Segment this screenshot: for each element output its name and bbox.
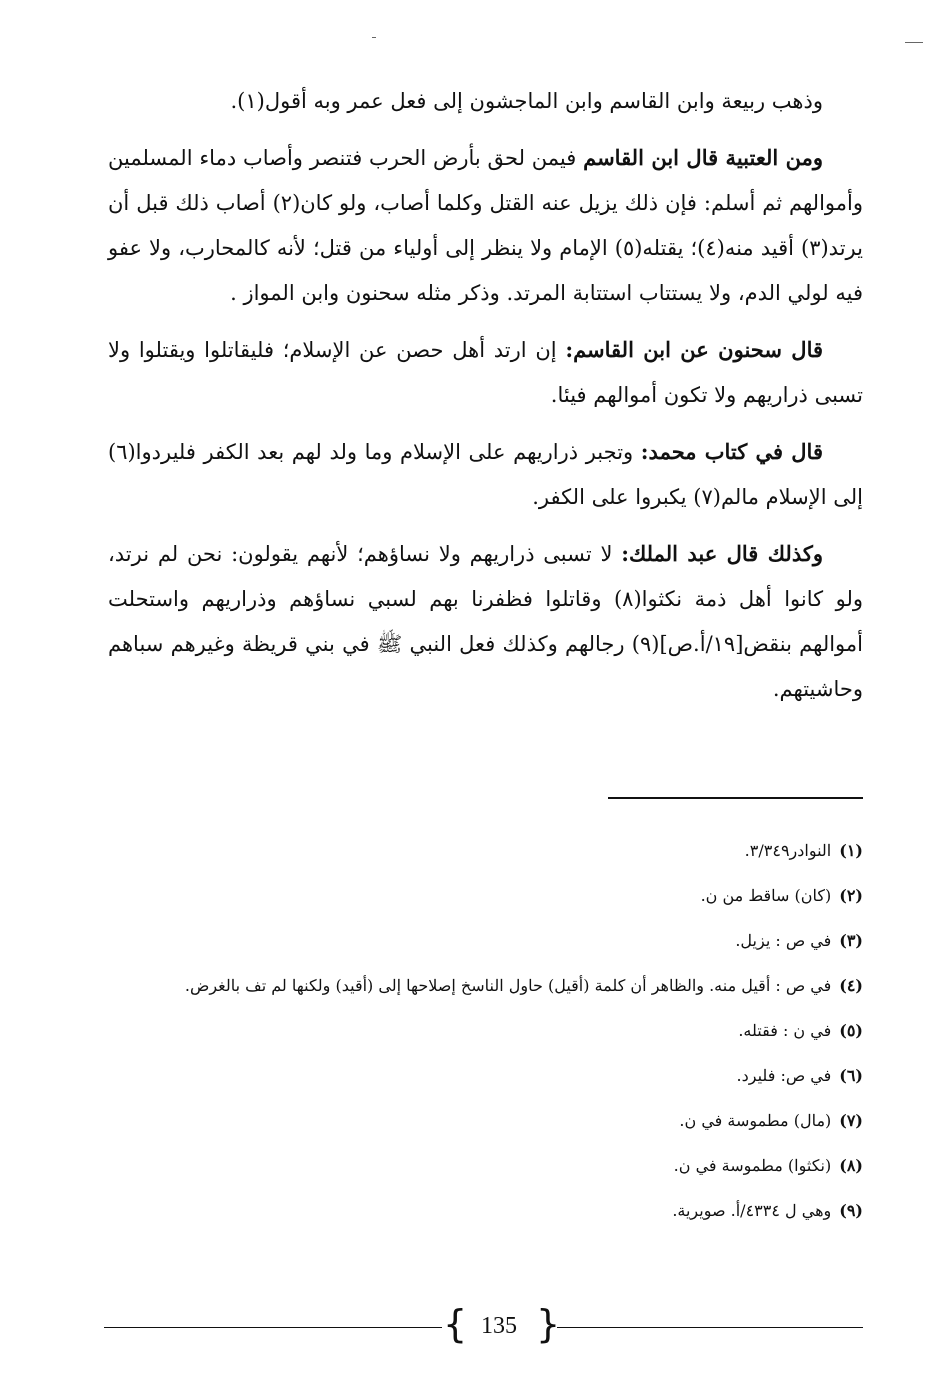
paragraph-lead: قال في كتاب محمد: xyxy=(640,439,823,464)
footnote-number: (١) xyxy=(839,841,863,860)
footnote-1 xyxy=(108,828,863,873)
footnote-text: في ص : يزيل. xyxy=(735,931,832,950)
footer-rule-left xyxy=(104,1327,442,1328)
paragraph-4 xyxy=(108,429,863,520)
scan-mark xyxy=(372,37,376,38)
paragraph-text: إن ارتد أهل حصن عن الإسلام؛ فليقاتلوا ويقتلوا ولا تسبى ذراريهم ولا تكون أموالهم فيئا. xyxy=(108,338,863,407)
footnote-2 xyxy=(108,873,863,918)
footnote-5 xyxy=(108,1008,863,1053)
footnote-3 xyxy=(108,918,863,963)
footnote-text: (مال) مطموسة في ن. xyxy=(679,1111,832,1130)
footnote-number: (٣) xyxy=(839,931,863,950)
paragraph-lead: ومن العتبية قال ابن القاسم xyxy=(583,145,823,170)
footnote-number: (٦) xyxy=(839,1066,863,1085)
page-number-brace-close: } xyxy=(536,1302,561,1346)
paragraph-lead: وكذلك قال عبد الملك: xyxy=(621,541,823,566)
footnotes xyxy=(108,828,863,1233)
footnote-separator xyxy=(608,797,863,799)
footnote-4 xyxy=(108,963,863,1008)
footer-rule-right xyxy=(557,1327,863,1328)
footnote-text: النوادر٣/٣٤٩. xyxy=(744,841,832,860)
paragraph-1 xyxy=(108,78,863,124)
page-number-brace-open: { xyxy=(443,1302,468,1346)
footnote-8 xyxy=(108,1143,863,1188)
paragraph-lead: قال سحنون عن ابن القاسم: xyxy=(565,337,824,362)
page-number: 135 xyxy=(481,1313,517,1339)
footnote-text: في ص: فليرد. xyxy=(736,1066,832,1085)
footnote-text: في ص : أقيل منه. والظاهر أن كلمة (أقيل) حاول الناسخ إصلاحها إلى (أقيد) ولكنها لم تف بالغرض. xyxy=(184,976,832,995)
footnote-text: (نكثوا) مطموسة في ن. xyxy=(673,1156,832,1175)
paragraph-5 xyxy=(108,531,863,712)
footnote-number: (٧) xyxy=(839,1111,863,1130)
paragraph-3 xyxy=(108,327,863,418)
footnote-6 xyxy=(108,1053,863,1098)
paragraph-text: وتجبر ذراريهم على الإسلام وما ولد لهم بعد الكفر فليردوا(٦) إلى الإسلام مالم(٧) يكبروا على الكفر. xyxy=(108,440,863,509)
footnote-number: (٤) xyxy=(839,976,863,995)
paragraph-text: لا تسبى ذراريهم ولا نساؤهم؛ لأنهم يقولون: نحن لم نرتد، ولو كانوا أهل ذمة نكثوا(٨) وقاتلوا فظفرنا بهم لسبي نساؤهم وذراريهم واستحلت أموالهم بنقض[١٩/أ.ص](٩) رجالهم وكذلك فعل النبي ﷺ في بني قريظة وغيرهم سباهم وحاشيتهم. xyxy=(108,542,864,701)
footnote-text: في ن : فقتله. xyxy=(738,1021,832,1040)
paragraph-text: فيمن لحق بأرض الحرب فتنصر وأصاب دماء المسلمين وأموالهم ثم أسلم: فإن ذلك يزيل عنه القتل وكلما أصاب، ولو كان(٢) أصاب ذلك قبل أن يرتد(٣) أقيد منه(٤)؛ يقتله(٥) الإمام ولا ينظر إلى أولياء من قتل؛ لأنه كالمحارب، ولا عفو فيه لولي الدم، ولا يستتاب استتابة المرتد. وذكر مثله سحنون وابن المواز . xyxy=(108,146,863,305)
footnote-text: (كان) ساقط من ن. xyxy=(700,886,832,905)
paragraph-2 xyxy=(108,135,863,316)
footnote-number: (٨) xyxy=(839,1156,863,1175)
main-text xyxy=(108,78,863,723)
footnote-7 xyxy=(108,1098,863,1143)
footnote-text: وهي ل ٤٣٣٤/أ. صويرية. xyxy=(672,1201,832,1220)
footnote-number: (٩) xyxy=(839,1201,863,1220)
footnote-number: (٥) xyxy=(839,1021,863,1040)
scan-mark xyxy=(905,42,923,43)
paragraph-text: وذهب ربيعة وابن القاسم وابن الماجشون إلى فعل عمر وبه أقول(١). xyxy=(230,89,823,113)
footnote-number: (٢) xyxy=(839,886,863,905)
footnote-9 xyxy=(108,1188,863,1233)
